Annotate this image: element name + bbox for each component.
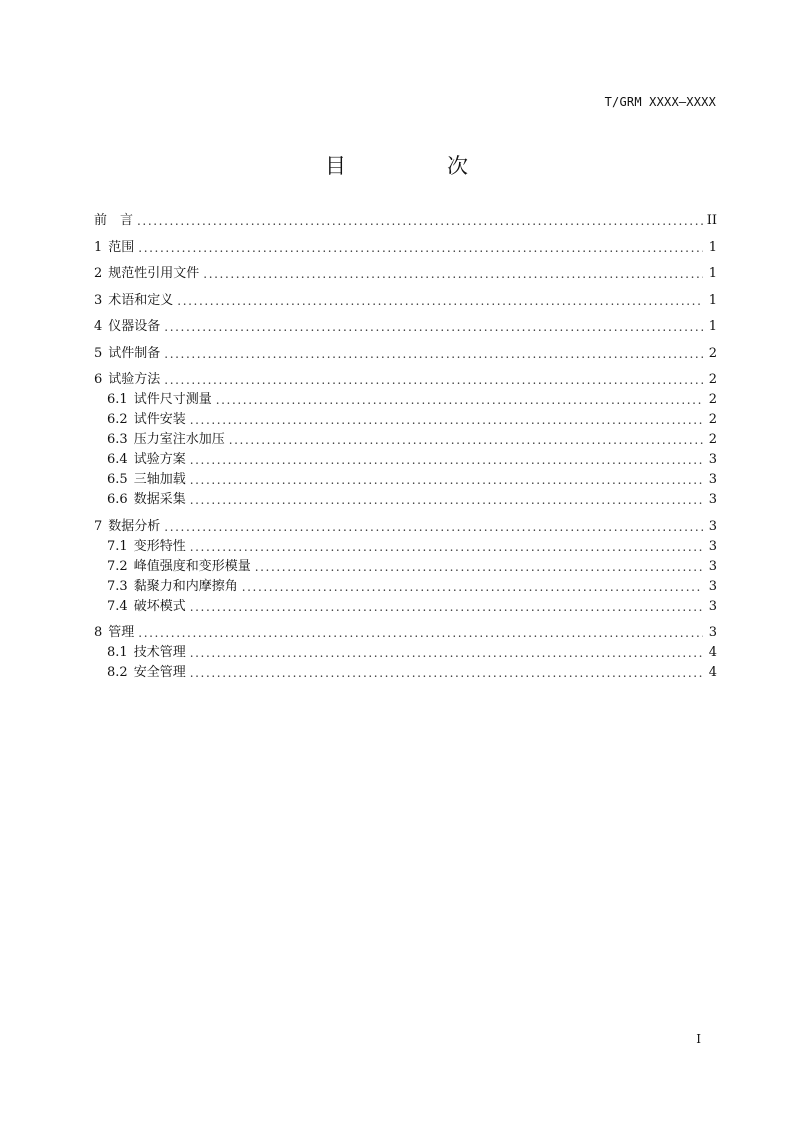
toc-leader-dots	[242, 577, 703, 597]
toc-entry-page: 3	[708, 452, 717, 467]
toc-entry-number: 7.3	[107, 578, 128, 594]
toc-leader-dots	[190, 597, 703, 617]
toc-entry-number: 8	[94, 625, 103, 640]
toc-leader-dots	[138, 623, 703, 643]
toc-entry-number: 6.3	[107, 432, 128, 447]
toc-entry-page: 2	[708, 345, 717, 361]
toc-entry-page: 3	[708, 492, 717, 507]
toc-entry-label: 变形特性	[133, 538, 186, 554]
toc-entry-number: 8.2	[107, 665, 128, 680]
toc-entry-number: 6.2	[107, 412, 128, 427]
toc-subentry[interactable]	[94, 410, 717, 430]
toc-leader-dots	[190, 470, 703, 490]
toc-entry-label: 试验方法	[108, 372, 161, 387]
toc-entry-page: 4	[708, 645, 717, 660]
toc-entry-number: 7.4	[107, 598, 128, 614]
toc-entry-page: 2	[708, 392, 717, 407]
toc-entry-label: 试验方案	[133, 452, 186, 467]
table-of-contents	[94, 208, 717, 683]
toc-entry-page: 3	[708, 518, 717, 534]
toc-entry-label: 规范性引用文件	[108, 266, 200, 281]
toc-entry-number: 6.4	[107, 452, 128, 467]
toc-entry-label: 试件尺寸测量	[133, 392, 212, 407]
toc-entry[interactable]	[94, 510, 717, 537]
toc-entry-page: 3	[708, 598, 717, 614]
toc-leader-dots	[177, 291, 703, 311]
toc-subentry[interactable]	[94, 430, 717, 450]
toc-entry-number: 6.1	[107, 392, 128, 407]
toc-entry-label: 术语和定义	[108, 292, 174, 308]
toc-entry-label: 前 言	[94, 213, 134, 228]
toc-entry-number: 4	[94, 319, 103, 334]
toc-entry-number: 6	[94, 372, 103, 387]
toc-entry-page: 4	[708, 665, 717, 680]
toc-entry-page: 1	[708, 319, 717, 334]
toc-entry-label: 峰值强度和变形模量	[133, 558, 251, 574]
toc-entry-label: 数据采集	[133, 492, 186, 507]
toc-leader-dots	[138, 238, 703, 258]
toc-title: 目 次	[325, 154, 508, 178]
toc-entry-label: 压力室注水加压	[133, 432, 225, 447]
toc-entry-label: 仪器设备	[108, 319, 161, 334]
toc-entry-label: 黏聚力和内摩擦角	[133, 578, 238, 594]
toc-entry[interactable]	[94, 337, 717, 364]
toc-entry-label: 试件安装	[133, 412, 186, 427]
toc-entry-number: 8.1	[107, 645, 128, 660]
toc-leader-dots	[203, 264, 703, 284]
toc-entry-page: 3	[708, 538, 717, 554]
toc-leader-dots	[137, 211, 703, 231]
toc-entry-number: 2	[94, 266, 103, 281]
toc-subentry[interactable]	[94, 643, 717, 663]
toc-entry-page: 1	[708, 292, 717, 308]
toc-entry[interactable]	[94, 617, 717, 644]
toc-leader-dots	[190, 450, 703, 470]
toc-entry-label: 破坏模式	[133, 598, 186, 614]
toc-entry-label: 技术管理	[133, 645, 186, 660]
toc-leader-dots	[190, 537, 703, 557]
toc-entry-page: 1	[708, 266, 717, 281]
toc-leader-dots	[190, 663, 703, 683]
toc-entry-number: 7	[94, 518, 103, 534]
toc-entry-label: 范围	[108, 239, 135, 255]
toc-entry-page: 3	[708, 558, 717, 574]
toc-entry-page: II	[706, 213, 717, 228]
toc-subentry[interactable]	[94, 390, 717, 410]
toc-entry[interactable]	[94, 284, 717, 311]
toc-subentry[interactable]	[94, 597, 717, 617]
toc-entry[interactable]	[94, 258, 717, 285]
toc-leader-dots	[164, 344, 703, 364]
toc-subentry[interactable]	[94, 450, 717, 470]
toc-entry-foreword[interactable]	[94, 208, 717, 231]
toc-entry-number: 3	[94, 292, 103, 308]
toc-entry-number: 7.1	[107, 538, 128, 554]
toc-leader-dots	[164, 317, 703, 337]
toc-entry-page: 3	[708, 472, 717, 487]
toc-entry[interactable]	[94, 364, 717, 391]
toc-entry-page: 3	[708, 578, 717, 594]
toc-entry-page: 2	[708, 412, 717, 427]
toc-leader-dots	[164, 517, 703, 537]
toc-subentry[interactable]	[94, 470, 717, 490]
toc-leader-dots	[190, 410, 703, 430]
toc-entry-label: 试件制备	[108, 345, 161, 361]
toc-subentry[interactable]	[94, 537, 717, 557]
toc-entry-page: 1	[708, 239, 717, 255]
toc-leader-dots	[216, 390, 703, 410]
toc-entry-page: 3	[708, 625, 717, 640]
toc-leader-dots	[229, 430, 703, 450]
toc-entry-number: 1	[94, 239, 103, 255]
toc-entry-page: 2	[708, 432, 717, 447]
toc-entry-number: 6.6	[107, 492, 128, 507]
toc-leader-dots	[190, 490, 703, 510]
toc-entry[interactable]	[94, 231, 717, 258]
toc-subentry[interactable]	[94, 557, 717, 577]
toc-entry-label: 管理	[108, 625, 135, 640]
toc-leader-dots	[255, 557, 703, 577]
toc-entry-number: 5	[94, 345, 103, 361]
toc-leader-dots	[164, 370, 703, 390]
toc-subentry[interactable]	[94, 490, 717, 510]
toc-entry-label: 安全管理	[133, 665, 186, 680]
page-number: I	[696, 1032, 701, 1046]
toc-leader-dots	[190, 643, 703, 663]
toc-entry-page: 2	[708, 372, 717, 387]
toc-entry-label: 三轴加载	[133, 472, 186, 487]
toc-entry[interactable]	[94, 311, 717, 338]
standard-code: T/GRM XXXX—XXXX	[604, 95, 716, 109]
toc-subentry[interactable]	[94, 663, 717, 683]
toc-entry-label: 数据分析	[108, 518, 161, 534]
toc-subentry[interactable]	[94, 577, 717, 597]
toc-entry-number: 6.5	[107, 472, 128, 487]
toc-entry-number: 7.2	[107, 558, 128, 574]
